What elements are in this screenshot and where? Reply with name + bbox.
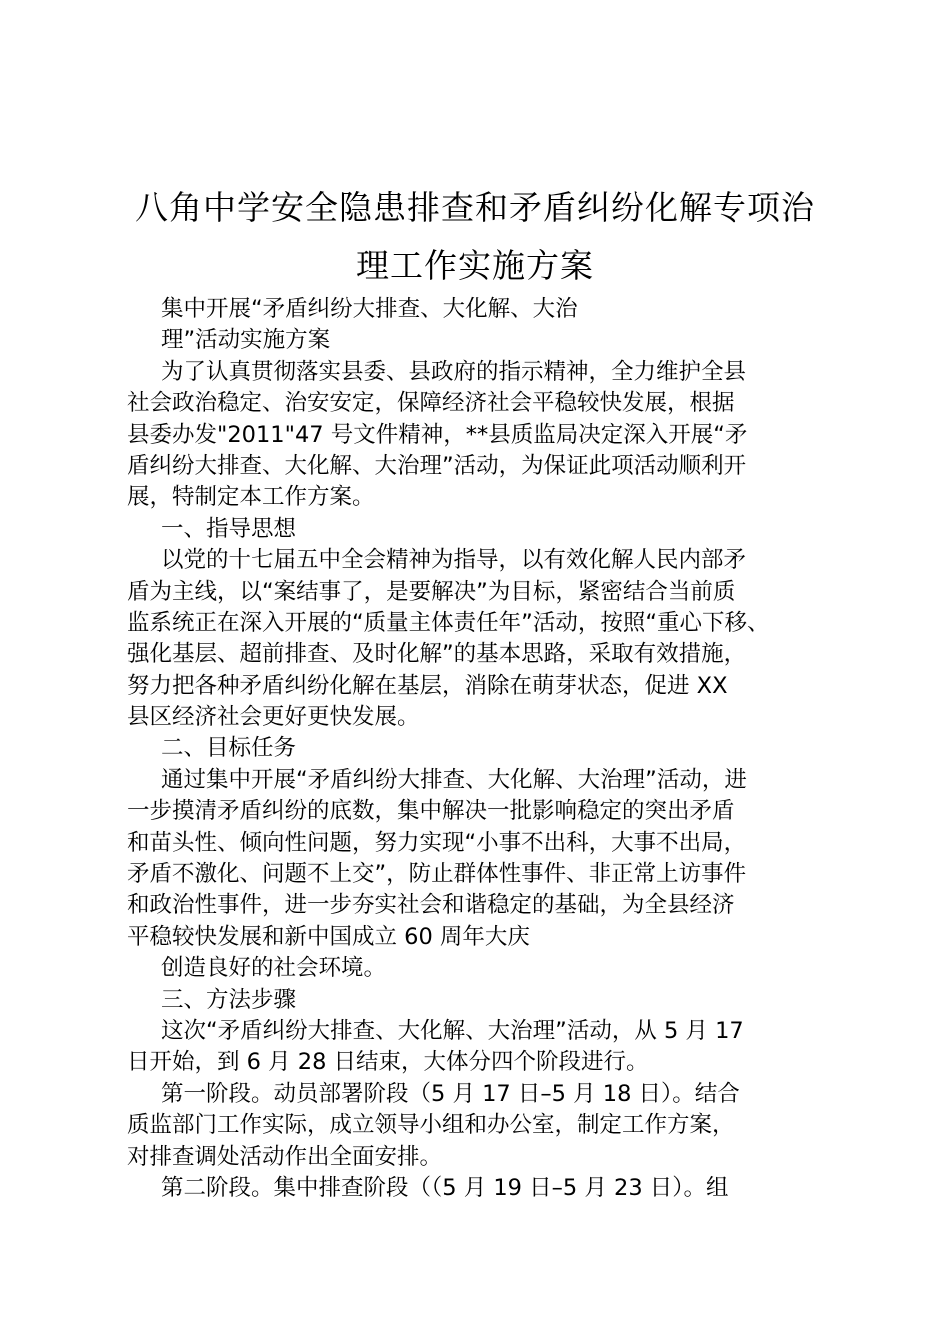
body-line: 盾为主线，以“案结事了，是要解决”为目标，紧密结合当前质: [127, 578, 736, 605]
body-line: 平稳较快发展和新中国成立 60 周年大庆: [127, 923, 530, 950]
body-line: 和苗头性、倾向性问题，努力实现“小事不出科，大事不出局，: [127, 829, 747, 856]
body-line: 强化基层、超前排查、及时化解”的基本思路，采取有效措施，: [127, 641, 747, 668]
body-line: 质监部门工作实际，成立领导小组和办公室，制定工作方案，: [127, 1112, 735, 1139]
body-line: 以党的十七届五中全会精神为指导，以有效化解人民内部矛: [161, 547, 747, 574]
body-line: 努力把各种矛盾纠纷化解在基层，消除在萌芽状态，促进 XX: [127, 672, 728, 699]
body-line: 矛盾不激化、问题不上交”，防止群体性事件、非正常上访事件: [127, 861, 747, 888]
body-line: 县区经济社会更好更快发展。: [127, 704, 420, 731]
body-line: 理”活动实施方案: [161, 327, 331, 354]
section-heading: 二、目标任务: [161, 735, 297, 762]
document-body: [127, 294, 847, 1204]
document-title-line-2: 理工作实施方案: [356, 246, 594, 285]
body-line: 对排查调处活动作出全面安排。: [127, 1143, 443, 1170]
body-line: 创造良好的社会环境。: [161, 955, 387, 982]
body-line: 通过集中开展“矛盾纠纷大排查、大化解、大治理”活动，进: [161, 766, 747, 793]
body-line: 县委办发"2011"47 号文件精神，**县质监局决定深入开展“矛: [127, 421, 748, 448]
section-heading: 一、指导思想: [161, 515, 297, 542]
body-line: 第一阶段。动员部署阶段（5 月 17 日–5 月 18 日）。结合: [161, 1080, 740, 1107]
body-line: 为了认真贯彻落实县委、县政府的指示精神，全力维护全县: [161, 358, 747, 385]
body-line: 展，特制定本工作方案。: [127, 484, 375, 511]
body-line: 这次“矛盾纠纷大排查、大化解、大治理”活动，从 5 月 17: [161, 1017, 744, 1044]
body-line: 社会政治稳定、治安安定，保障经济社会平稳较快发展，根据: [127, 390, 735, 417]
body-line: 日开始，到 6 月 28 日结束，大体分四个阶段进行。: [127, 1049, 649, 1076]
body-line: 第二阶段。集中排查阶段（（5 月 19 日–5 月 23 日）。组: [161, 1174, 729, 1201]
document-title-line-1: 八角中学安全隐患排查和矛盾纠纷化解专项治: [135, 188, 815, 227]
body-line: 集中开展“矛盾纠纷大排查、大化解、大治: [161, 296, 578, 322]
body-line: 和政治性事件，进一步夯实社会和谐稳定的基础，为全县经济: [127, 892, 735, 919]
body-line: 监系统正在深入开展的“质量主体责任年”活动，按照“重心下移、: [127, 609, 770, 636]
body-line: 一步摸清矛盾纠纷的底数，集中解决一批影响稳定的突出矛盾: [127, 798, 735, 825]
section-heading: 三、方法步骤: [161, 986, 297, 1013]
body-line: 盾纠纷大排查、大化解、大治理”活动，为保证此项活动顺利开: [127, 452, 747, 479]
